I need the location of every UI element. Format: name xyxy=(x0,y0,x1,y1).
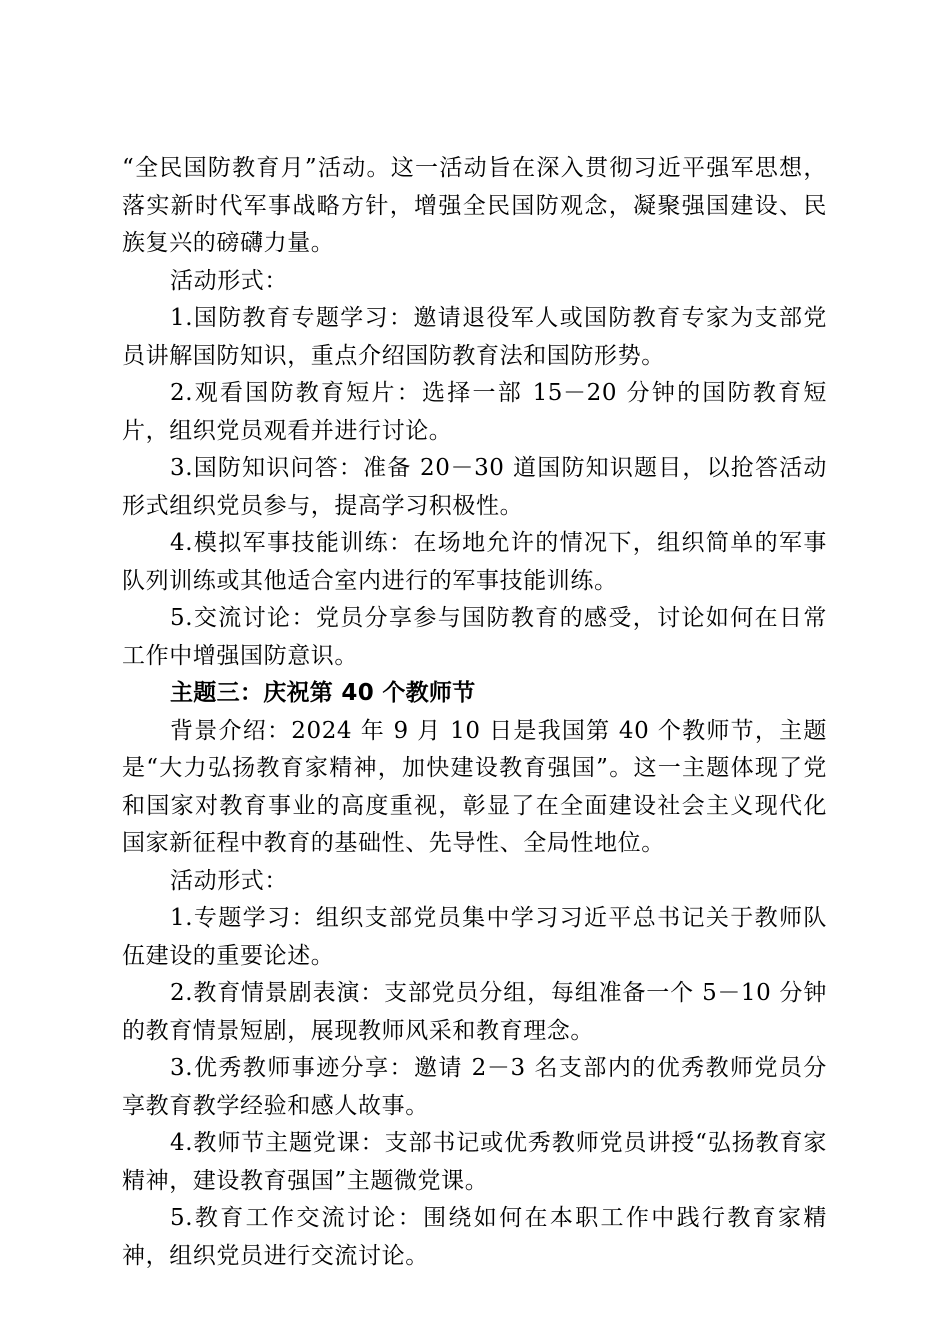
section3-item-2: 2.教育情景剧表演：支部党员分组，每组准备一个 5－10 分钟的教育情景短剧，展现教师风采和教育理念。 xyxy=(122,980,827,1044)
section2-item-5: 5.交流讨论：党员分享参与国防教育的感受，讨论如何在日常工作中增强国防意识。 xyxy=(122,605,827,669)
section3-item-3: 3.优秀教师事迹分享：邀请 2－3 名支部内的优秀教师党员分享教育教学经验和感人故事。 xyxy=(122,1055,827,1119)
section2-item-1: 1.国防教育专题学习：邀请退役军人或国防教育专家为支部党员讲解国防知识，重点介绍国防教育法和国防形势。 xyxy=(122,305,827,369)
document-body xyxy=(122,150,827,1275)
section3-activities-label: 活动形式： xyxy=(170,867,288,894)
section2-item-3: 3.国防知识问答：准备 20－30 道国防知识题目，以抢答活动形式组织党员参与，提高学习积极性。 xyxy=(122,455,827,519)
section3-item-5: 5.教育工作交流讨论：围绕如何在本职工作中践行教育家精神，组织党员进行交流讨论。 xyxy=(122,1205,827,1269)
section3-item-4: 4.教师节主题党课：支部书记或优秀教师党员讲授“弘扬教育家精神，建设教育强国”主题微党课。 xyxy=(122,1130,827,1194)
section3-item-1: 1.专题学习：组织支部党员集中学习习近平总书记关于教师队伍建设的重要论述。 xyxy=(122,905,827,969)
section2-activities-label: 活动形式： xyxy=(170,267,288,294)
section3-background: 背景介绍：2024 年 9 月 10 日是我国第 40 个教师节，主题是“大力弘扬教育家精神，加快建设教育强国”。这一主题体现了党和国家对教育事业的高度重视，彰显了在全面建设社会主义现代化国家新征程中教育的基础性、先导性、全局性地位。 xyxy=(122,717,827,856)
section2-item-2: 2.观看国防教育短片：选择一部 15－20 分钟的国防教育短片，组织党员观看并进行讨论。 xyxy=(122,380,827,444)
section3-heading: 主题三：庆祝第 40 个教师节 xyxy=(170,680,476,706)
intro-paragraph: “全民国防教育月”活动。这一活动旨在深入贯彻习近平强军思想，落实新时代军事战略方针，增强全民国防观念，凝聚强国建设、民族复兴的磅礴力量。 xyxy=(122,155,827,256)
section2-item-4: 4.模拟军事技能训练：在场地允许的情况下，组织简单的军事队列训练或其他适合室内进行的军事技能训练。 xyxy=(122,530,827,594)
